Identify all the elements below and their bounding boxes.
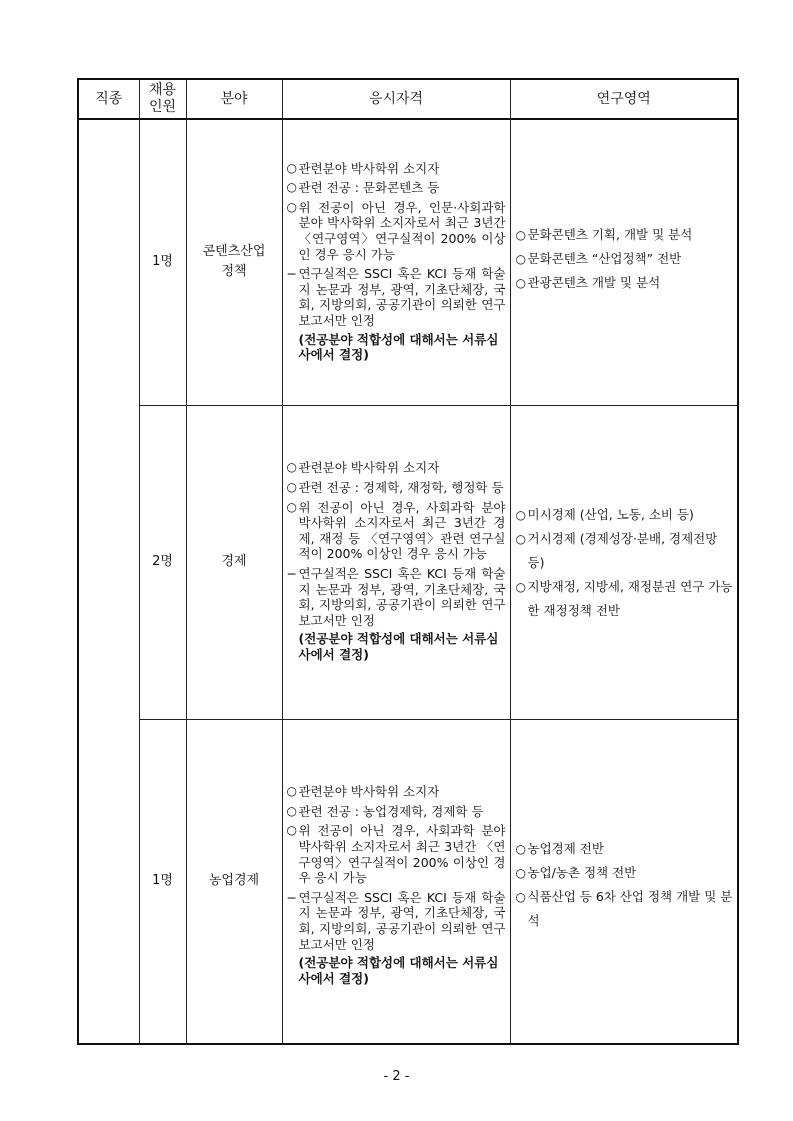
qualification-item: ○ 관련분야 박사학위 소지자 [286,784,440,800]
headcount-cell: 2명 [139,405,186,719]
headcount-cell: 1명 [139,119,186,405]
circle-bullet-icon: ○ [515,275,526,290]
job-type-cell [78,119,139,1044]
circle-bullet-icon: ○ [515,890,526,905]
circle-bullet-icon: ○ [286,803,297,818]
qualification-cell [282,405,510,719]
qualification-item: ○ 관련분야 박사학위 소지자 [286,160,440,176]
header-field: 분야 [186,79,282,119]
page-number: - 2 - [383,1069,410,1084]
circle-bullet-icon: ○ [286,784,297,799]
header-headcount-text: 채용 인원 [148,82,177,115]
field-text: 콘텐츠산업 정책 [202,244,266,280]
table-header-row [78,79,738,119]
circle-bullet-icon: ○ [286,823,297,838]
circle-bullet-icon: ○ [515,507,526,522]
research-area-item: ○ 식품산업 등 6차 산업 정책 개발 및 분석 [516,885,735,933]
qualification-item: ○ 관련 전공 : 경제학, 재정학, 행정학 등 [286,480,504,496]
header-research-area: 연구영역 [510,79,738,119]
circle-bullet-icon: ○ [515,579,526,594]
table-row [78,119,738,405]
qualification-note: − 연구실적은 SSCI 혹은 KCI 등재 학술지 논문과 정부, 광역, 기초단체장, 국회, 지방의회, 공공기관이 의뢰한 연구보고서만 인정 [286,566,506,628]
field-cell [186,405,282,719]
field-cell [186,719,282,1044]
recruitment-table [77,78,739,1045]
research-area-item: ○ 문화콘텐츠 기획, 개발 및 분석 [515,226,693,242]
field-text: 경제 [221,554,247,569]
research-area-item: ○ 미시경제 (산업, 노동, 소비 등) [516,503,735,527]
dash-bullet-icon: − [286,566,297,581]
header-qualification: 응시자격 [282,79,510,119]
qualification-item: ○ 관련 전공 : 문화콘텐츠 등 [286,180,440,196]
qualification-item: ○ 위 전공이 아닌 경우, 사회과학 분야 박사학위 소지자로서 최근 3년간 〈연구영역〉연구실적이 200% 이상인 경우 응시 가능 [286,823,506,886]
header-job-type: 직종 [78,79,139,119]
circle-bullet-icon: ○ [286,160,297,175]
qualification-note: − 연구실적은 SSCI 혹은 KCI 등재 학술지 논문과 정부, 광역, 기초단체장, 국회, 지방의회, 공공기관이 의뢰한 연구보고서만 인정 [286,889,506,952]
research-area-item: ○ 문화콘텐츠 “산업정책” 전반 [515,250,682,266]
circle-bullet-icon: ○ [286,480,297,495]
research-area-cell [510,119,738,405]
research-area-item: ○ 농업/농촌 정책 전반 [516,861,735,885]
circle-bullet-icon: ○ [515,866,526,881]
qualification-item: ○ 위 전공이 아닌 경우, 사회과학 분야 박사학위 소지자로서 최근 3년간 경제, 재정 등 〈연구영역〉관련 연구실적이 200% 이상인 경우 응시 가능 [286,499,506,562]
qualification-bold-note: (전공분야 적합성에 대해서는 서류심사에서 결정) [298,955,499,986]
circle-bullet-icon: ○ [286,180,297,195]
research-area-item: ○ 농업경제 전반 [516,837,735,861]
circle-bullet-icon: ○ [515,531,526,546]
dash-bullet-icon: − [286,889,297,905]
field-cell [186,119,282,405]
circle-bullet-icon: ○ [286,460,297,475]
qualification-bold-note: (전공분야 적합성에 대해서는 서류심사에서 결정) [298,331,499,363]
qualification-item: ○ 관련 전공 : 농업경제학, 경제학 등 [286,803,484,819]
header-headcount [139,79,186,119]
circle-bullet-icon: ○ [286,499,297,514]
research-area-item: ○ 지방재정, 지방세, 재정분권 연구 가능한 재정정책 전반 [516,575,735,623]
table-row [78,405,738,719]
circle-bullet-icon: ○ [515,227,526,242]
headcount-cell: 1명 [139,719,186,1044]
qualification-cell [282,119,510,405]
circle-bullet-icon: ○ [515,251,526,266]
circle-bullet-icon: ○ [515,842,526,857]
dash-bullet-icon: − [286,266,297,282]
qualification-bold-note: (전공분야 적합성에 대해서는 서류심사에서 결정) [298,631,499,662]
circle-bullet-icon: ○ [286,199,297,214]
qualification-note: − 연구실적은 SSCI 혹은 KCI 등재 학술지 논문과 정부, 광역, 기초단체장, 국회, 지방의회, 공공기관이 의뢰한 연구보고서만 인정 [286,266,506,329]
research-area-cell [510,405,738,719]
table-row [78,719,738,1044]
qualification-item: ○ 위 전공이 아닌 경우, 인문·사회과학 분야 박사학위 소지자로서 최근 3년간 〈연구영역〉연구실적이 200% 이상인 경우 응시 가능 [286,199,506,262]
qualification-cell [282,719,510,1044]
research-area-cell [510,719,738,1044]
research-area-item: ○ 거시경제 (경제성장·분배, 경제전망 등) [516,527,735,575]
research-area-item: ○ 관광콘텐츠 개발 및 분석 [515,274,661,290]
qualification-item: ○ 관련분야 박사학위 소지자 [286,460,440,476]
field-text: 농업경제 [208,873,260,889]
